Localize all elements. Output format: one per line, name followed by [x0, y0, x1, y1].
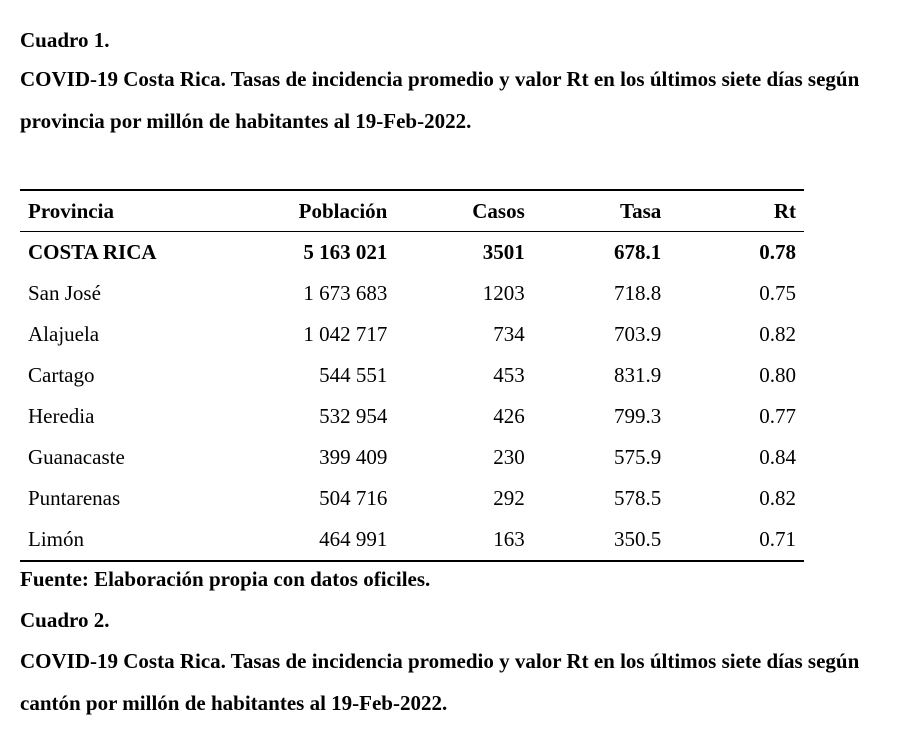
cell-tasa: 799.3: [614, 404, 662, 428]
table-row: [20, 273, 804, 314]
table-row: [20, 437, 804, 478]
cell-provincia: Heredia: [28, 404, 95, 428]
cell-casos: 3501: [482, 240, 525, 264]
cell-tasa: 703.9: [614, 322, 662, 346]
cell-provincia: San José: [28, 281, 101, 305]
incidence-table: [20, 189, 804, 562]
table-row: [20, 355, 804, 396]
cell-casos: 1203: [482, 281, 525, 305]
cell-tasa: 718.8: [614, 281, 662, 305]
header-poblacion: Población: [224, 190, 396, 232]
cell-provincia: Alajuela: [28, 322, 100, 346]
table-source-note: Fuente: Elaboración propia con datos oficiles.: [20, 567, 431, 591]
cell-poblacion: 1 042 717: [303, 322, 388, 346]
cell-casos: 734: [493, 322, 525, 346]
cell-tasa: 350.5: [533, 519, 670, 561]
cuadro1-title: COVID-19 Costa Rica. Tasas de incidencia promedio y valor Rt en los últimos siete días según provincia por millón de habitantes al 19-Feb-2022.: [20, 67, 860, 133]
cell-tasa: 678.1: [614, 240, 662, 264]
cell-provincia: Cartago: [28, 363, 95, 387]
table-row: [20, 314, 804, 355]
cell-poblacion: 544 551: [319, 363, 388, 387]
table-row: [20, 478, 804, 519]
cell-provincia: Guanacaste: [28, 445, 125, 469]
table-row: [20, 519, 804, 561]
cell-rt: 0.77: [759, 404, 796, 428]
cell-provincia: COSTA RICA: [28, 240, 157, 264]
cell-rt: 0.80: [759, 363, 796, 387]
cell-casos: 292: [493, 486, 525, 510]
cell-tasa: 578.5: [614, 486, 662, 510]
cell-casos: 163: [395, 519, 532, 561]
table-header-row: [20, 190, 804, 232]
cuadro2-label: Cuadro 2.: [20, 608, 110, 632]
header-tasa: Tasa: [533, 190, 670, 232]
cell-rt: 0.82: [759, 486, 796, 510]
cell-poblacion: 5 163 021: [303, 240, 388, 264]
header-casos: Casos: [395, 190, 532, 232]
cell-provincia: Puntarenas: [28, 486, 121, 510]
table-row-total: [20, 232, 804, 274]
cell-tasa: 575.9: [614, 445, 662, 469]
cell-poblacion: 399 409: [319, 445, 388, 469]
cell-rt: 0.75: [759, 281, 796, 305]
cell-casos: 453: [493, 363, 525, 387]
cell-poblacion: 504 716: [319, 486, 388, 510]
cell-rt: 0.71: [669, 519, 804, 561]
cell-poblacion: 464 991: [224, 519, 396, 561]
cell-rt: 0.82: [759, 322, 796, 346]
cell-casos: 426: [493, 404, 525, 428]
cuadro2-title: COVID-19 Costa Rica. Tasas de incidencia promedio y valor Rt en los últimos siete días según cantón por millón de habitantes al 19-Feb-2022.: [20, 649, 860, 715]
cell-rt: 0.84: [759, 445, 796, 469]
cell-casos: 230: [493, 445, 525, 469]
cell-poblacion: 1 673 683: [303, 281, 388, 305]
cell-provincia: Limón: [20, 519, 224, 561]
cell-tasa: 831.9: [614, 363, 662, 387]
cell-rt: 0.78: [759, 240, 796, 264]
header-provincia: Provincia: [20, 190, 224, 232]
cuadro1-label: Cuadro 1.: [20, 28, 110, 52]
cell-poblacion: 532 954: [319, 404, 388, 428]
header-rt: Rt: [669, 190, 804, 232]
table-row: [20, 396, 804, 437]
